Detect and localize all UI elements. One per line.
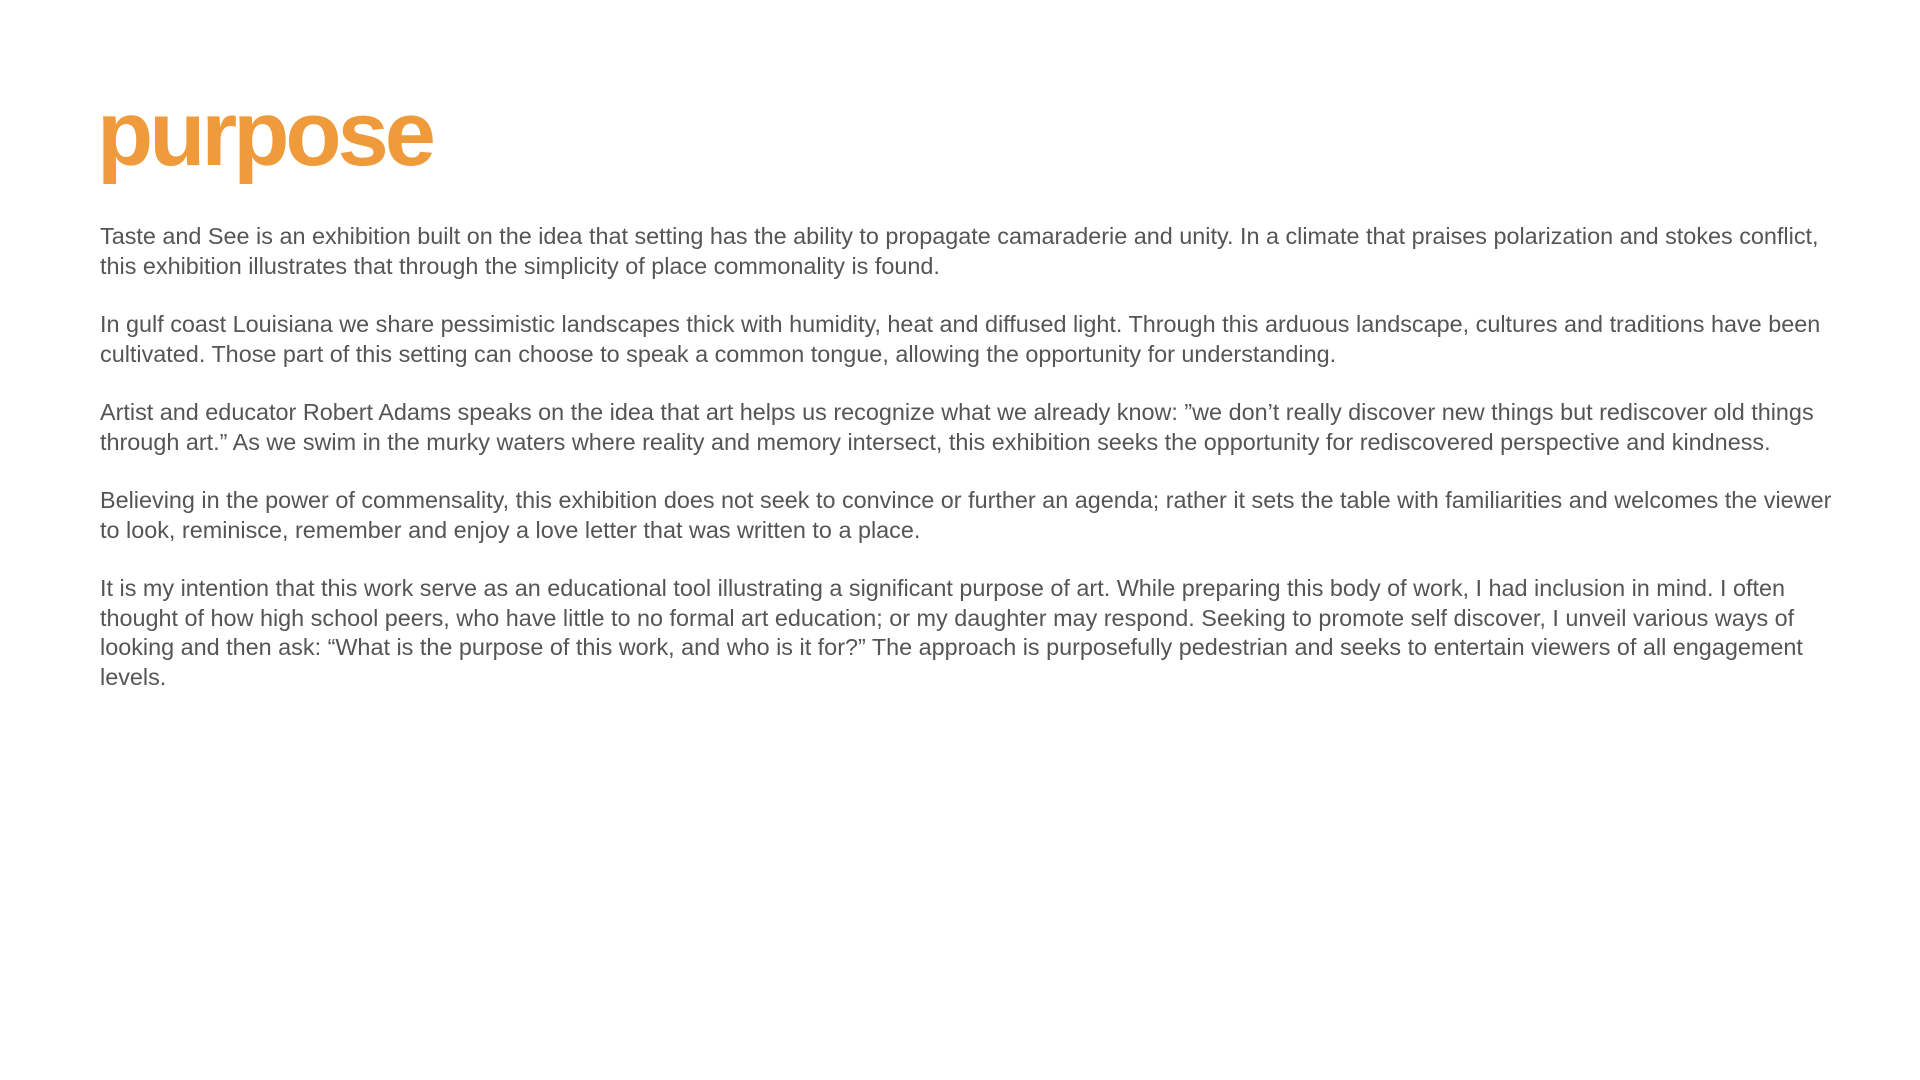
paragraph-2: In gulf coast Louisiana we share pessimistic landscapes thick with humidity, heat and diffused light. Through this arduous landscape, cultures and traditions have been cultivated. Those part of this setting can choose to speak a common tongue, allowing the opportunity for understanding. (100, 311, 1821, 367)
slide-body (100, 222, 1840, 721)
paragraph-4: Believing in the power of commensality, this exhibition does not seek to convince or further an agenda; rather it sets the table with familiarities and welcomes the viewer to look, reminisce, remember and enjoy a love letter that was written to a place. (100, 487, 1832, 543)
slide-title: purpose (97, 83, 432, 185)
paragraph-5: It is my intention that this work serve as an educational tool illustrating a significant purpose of art. While preparing this body of work, I had inclusion in mind. I often thought of how high school peers, who have little to no formal art education; or my daughter may respond. Seeking to promote self discover, I unveil various ways of looking and then ask: “What is the purpose of this work, and who is it for?” The approach is purposefully pedestrian and seeks to entertain viewers of all engagement levels. (100, 575, 1803, 690)
paragraph-3: Artist and educator Robert Adams speaks on the idea that art helps us recognize what we already know: ”we don’t really discover new things but rediscover old things through art.” As we swim in the murky waters where reality and memory intersect, this exhibition seeks the opportunity for rediscovered perspective and kindness. (100, 399, 1814, 455)
paragraph-1: Taste and See is an exhibition built on the idea that setting has the ability to propagate camaraderie and unity. In a climate that praises polarization and stokes conflict, this exhibition illustrates that through the simplicity of place commonality is found. (100, 223, 1819, 279)
